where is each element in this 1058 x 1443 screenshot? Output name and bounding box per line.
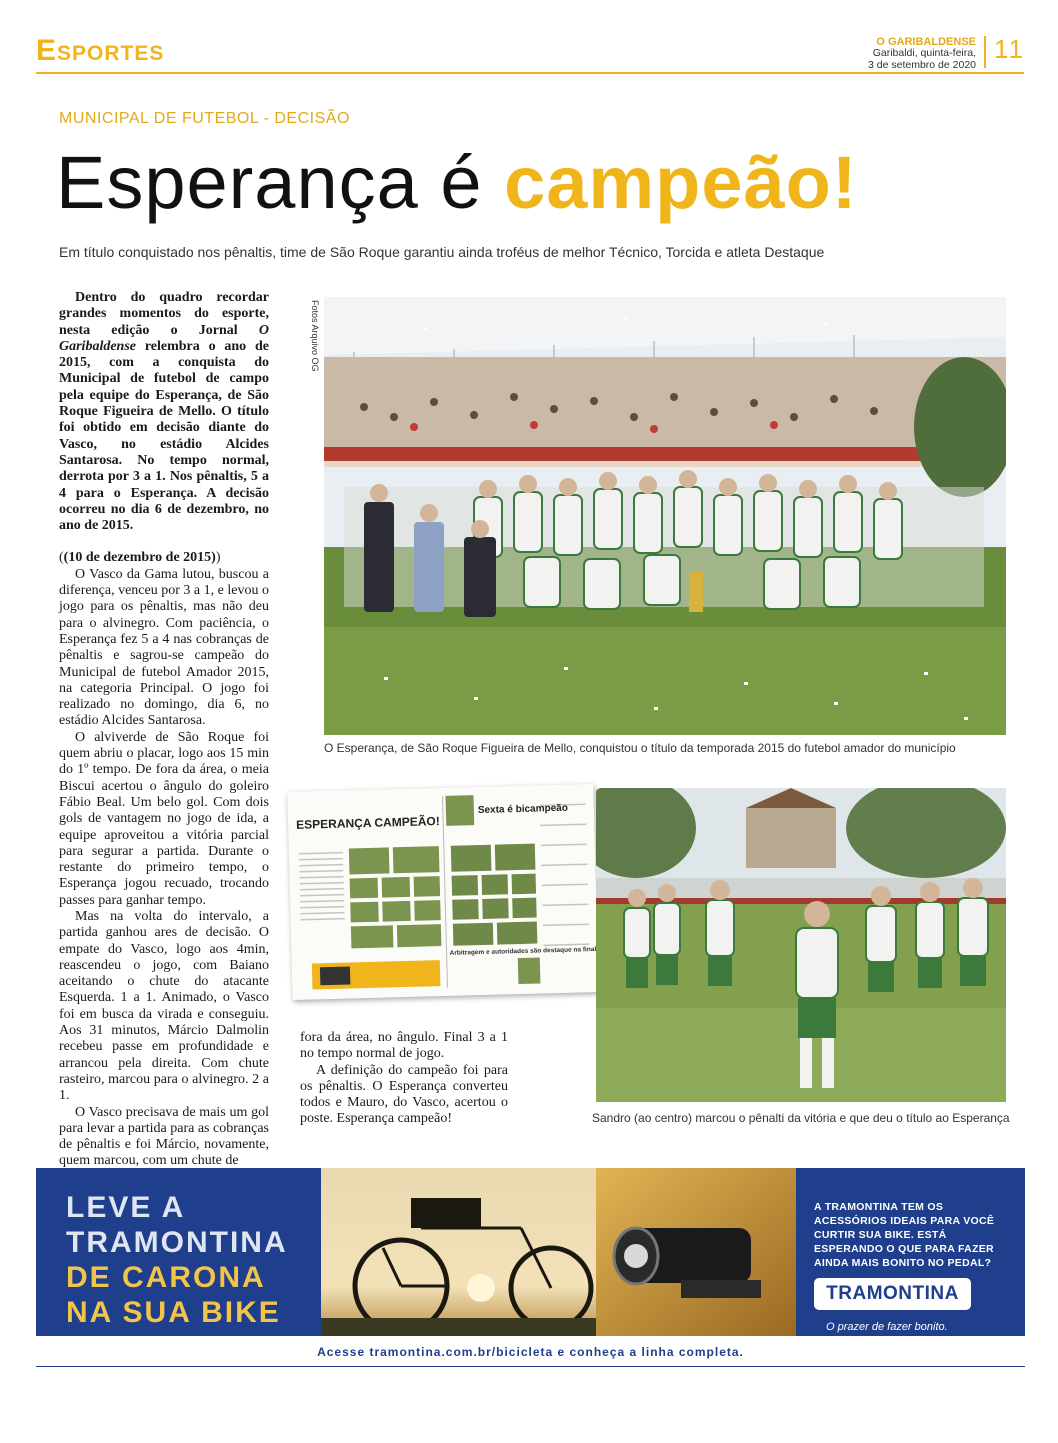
ad-line-3: DE CARONA — [66, 1261, 266, 1294]
photo-caption-2: Sandro (ao centro) marcou o pênalti da vitória e que deu o título ao Esperança — [592, 1111, 1010, 1125]
clipping-headline-left: ESPERANÇA CAMPEÃO! — [296, 814, 440, 832]
bike-and-light-illustration — [321, 1168, 796, 1336]
ad-body-text: A TRAMONTINA TEM OS ACESSÓRIOS IDEAIS PARA VOCÊ CURTIR SUA BIKE. ESTÁ ESPERANDO O QUE PARA FAZER AINDA MAIS BONITO NO PEDAL? — [814, 1201, 995, 1269]
photo-caption-1: O Esperança, de São Roque Figueira de Mello, conquistou o título da temporada 2015 do futebol amador do município — [324, 741, 956, 755]
section-name: Esportes — [36, 34, 165, 67]
page-number-divider — [984, 36, 986, 68]
ad-images — [321, 1168, 796, 1336]
team-photo-illustration — [324, 297, 1006, 735]
article-paragraph: O Vasco precisava de mais um gol para levar a partida para as cobranças de pênaltis e foi Márcio, novamente, quem marcou, com um chute de — [59, 1104, 269, 1169]
bottom-rule — [36, 1366, 1025, 1367]
paper-date — [868, 47, 976, 71]
clipping-headline-right: Sexta é bicampeão — [477, 802, 569, 817]
tramontina-slogan: O prazer de fazer bonito. — [826, 1321, 948, 1333]
tramontina-advertisement[interactable] — [36, 1168, 1025, 1336]
date-line-2: 3 de setembro de 2020 — [868, 59, 976, 71]
article-column-2 — [300, 1030, 508, 1128]
penalty-celebration-photo — [596, 788, 1006, 1102]
header-rule — [36, 72, 1024, 74]
dateline-text: (10 de dezembro de 2015) — [63, 550, 216, 566]
date-line-1: Garibaldi, quinta-feira, — [872, 47, 976, 59]
article-lead — [59, 290, 269, 534]
article-paragraph: Mas na volta do intervalo, a partida ganhou ares de decisão. O empate do Vasco, logo aos 4min, reascendeu o jogo, com Baiano aceitando o chute do atacante Esquerda. 1 a 1. Animado, o Vasco foi em busca da virada e conseguiu. Aos 31 minutos, Márcio Dalmolin recebeu passe em profundidade e arrancou pela direita. Com chute rasteiro, marcou para o alvinegro. 2 a 1. — [59, 908, 269, 1104]
celebration-illustration — [596, 788, 1006, 1102]
article-headline — [56, 140, 858, 225]
ad-line-1: LEVE A — [66, 1191, 186, 1224]
ad-line-4: NA SUA BIKE — [66, 1296, 281, 1329]
headline-part-2: campeão! — [504, 141, 858, 224]
ad-headline — [66, 1190, 288, 1330]
article-paragraph: O alviverde de São Roque foi quem abriu o placar, logo aos 15 min do 1º tempo. De fora da área, o meia Biscui acertou o ângulo do goleiro Fábio Beal. Um belo gol. Com dois gols de vantagem no jogo de ida, a equipe aproveitou a vitória parcial para segurar a partida. Durante o restante do primeiro tempo, o Esperança jogou recuado, trocando passes para ganhar tempo. — [59, 729, 269, 908]
lead-newspaper-name: O Garibaldense — [59, 322, 269, 354]
ad-line-2: TRAMONTINA — [66, 1226, 288, 1259]
article-dateline: ((10 de dezembro de 2015)) — [59, 550, 221, 566]
headline-part-1: Esperança é — [56, 141, 483, 224]
article-kicker: MUNICIPAL DE FUTEBOL - DECISÃO — [59, 110, 350, 127]
page-number: 11 — [994, 34, 1025, 64]
archive-clipping — [287, 784, 598, 1000]
article-subhead: Em título conquistado nos pênaltis, time de São Roque garantiu ainda troféus de melhor Técnico, Torcida e atleta Destaque — [59, 244, 825, 260]
clipping-bottom-line: Arbitragem e autoridades são destaque na final — [449, 946, 597, 957]
article-paragraph: fora da área, no ângulo. Final 3 a 1 no tempo normal de jogo. — [300, 1030, 508, 1062]
article-paragraph: A definição do campeão foi para os pênaltis. O Esperança converteu todos e Mauro, do Vasco, acertou o poste. Esperança campeão! — [300, 1062, 508, 1127]
photo-credit: Fotos Arquivo OG — [310, 300, 320, 372]
tramontina-logo: TRAMONTINA — [814, 1278, 971, 1310]
article-paragraph: O Vasco da Gama lutou, buscou a diferença, venceu por 3 a 1, e levou o jogo para os pênaltis, mas não deu para o alvinegro. Com paciência, o Esperança fez 5 a 4 nas cobranças de pênaltis e sagrou-se campeão do Municipal de futebol Amador 2015, na categoria Principal. O jogo foi realizado no domingo, dia 6, no estádio Alcides Santarosa. — [59, 566, 269, 729]
lead-text-b: relembra o ano de 2015, com a conquista do Municipal de futebol de campo pela equipe do Esperança, de São Roque Figueira de Mello. O título foi obtido em decisão diante do Vasco, no estádio Alcides Santarosa. No tempo normal, derrota por 3 a 1. Nos pênaltis, 5 a 4 para o Esperança. A decisão ocorreu no dia 6 de dezembro, no ano de 2015. — [59, 338, 269, 534]
article-column-1 — [59, 290, 269, 1170]
ad-url-line[interactable]: Acesse tramontina.com.br/bicicleta e conheça a linha completa. — [317, 1345, 744, 1359]
paper-name: O GARIBALDENSE — [876, 36, 976, 48]
lead-text-a: Dentro do quadro recordar grandes momentos do esporte, nesta edição o Jornal — [59, 290, 269, 338]
team-celebration-photo — [324, 297, 1006, 735]
